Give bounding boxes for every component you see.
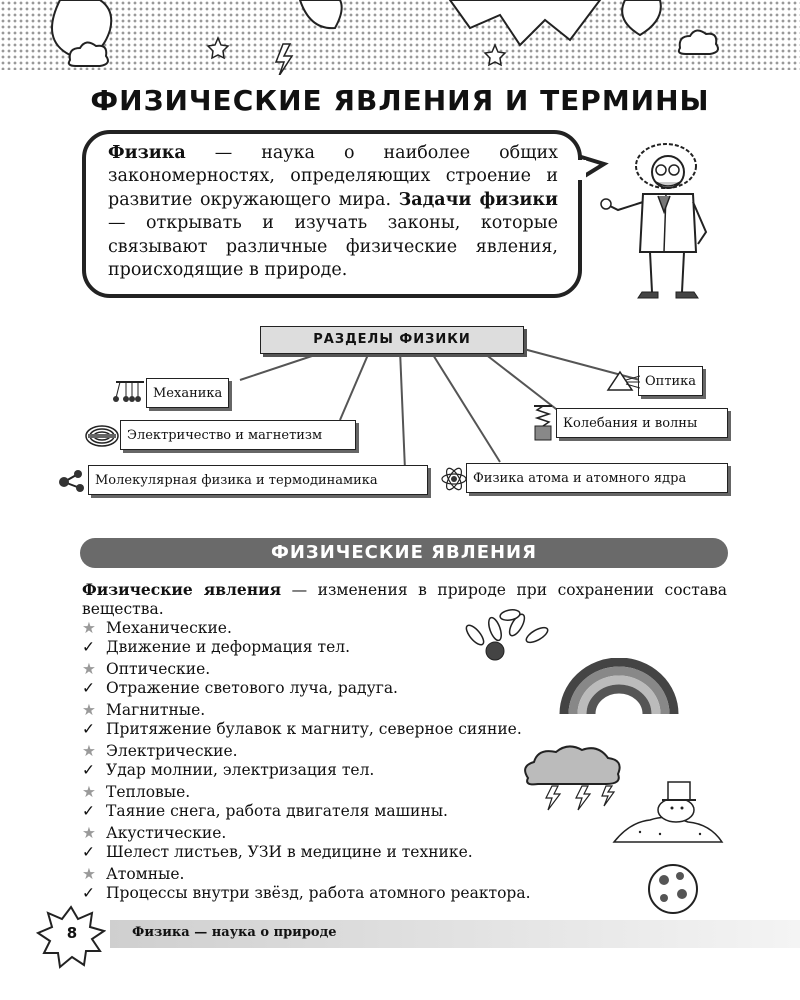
phenomena-header: ФИЗИЧЕСКИЕ ЯВЛЕНИЯ — [80, 538, 728, 568]
group-examples: Шелест листьев, УЗИ в медицине и технике. — [106, 843, 473, 861]
group-examples: Таяние снега, работа двигателя машины. — [106, 802, 448, 820]
star-icon: ★ — [82, 701, 96, 719]
lightning-icon — [276, 44, 292, 75]
section-mechanics: Механика — [146, 378, 229, 408]
phenomena-definition — [82, 580, 727, 619]
star-icon: ★ — [82, 783, 96, 801]
intro-def-physics: — наука о наиболее общих закономерностях, определяющих строение и развитие окружающего мира. — [108, 143, 558, 210]
header-doodles — [0, 0, 800, 75]
heart-icon — [622, 0, 661, 35]
list-item — [82, 864, 184, 884]
list-item — [82, 782, 190, 802]
star-icon: ★ — [82, 824, 96, 842]
list-item — [82, 678, 398, 698]
section-molecular: Молекулярная физика и термодинамика — [88, 465, 428, 495]
star-doodle-icon — [485, 45, 505, 65]
list-item — [82, 823, 226, 843]
list-item — [82, 637, 350, 657]
group-type: Оптические. — [106, 660, 211, 678]
intro-text — [108, 142, 558, 282]
group-type: Тепловые. — [106, 783, 191, 801]
star-doodle-icon — [208, 38, 228, 58]
intro-def-tasks: — открывать и изучать законы, которые связывают различные физические явления, происходящие в природе. — [108, 213, 558, 281]
group-examples: Отражение светового луча, радуга. — [106, 679, 398, 697]
list-item — [82, 801, 448, 821]
group-type: Механические. — [106, 619, 232, 637]
group-examples: Движение и деформация тел. — [106, 638, 351, 656]
prism-icon — [606, 370, 640, 392]
star-icon: ★ — [82, 865, 96, 883]
list-item — [82, 741, 238, 761]
newton-cradle-icon — [112, 380, 148, 404]
page-title: ФИЗИЧЕСКИЕ ЯВЛЕНИЯ И ТЕРМИНЫ — [90, 84, 710, 117]
section-optics: Оптика — [638, 366, 703, 396]
professor-illustration — [598, 132, 718, 304]
check-icon: ✓ — [82, 720, 95, 738]
star-icon: ★ — [82, 660, 96, 678]
bowling-icon — [455, 605, 555, 665]
group-type: Акустические. — [106, 824, 227, 842]
burst-icon — [450, 0, 600, 45]
list-item — [82, 659, 210, 679]
check-icon: ✓ — [82, 802, 95, 820]
cloud-icon — [679, 30, 718, 54]
section-oscillations: Колебания и волны — [556, 408, 728, 438]
section-electricity: Электричество и магнетизм — [120, 420, 356, 450]
check-icon: ✓ — [82, 638, 95, 656]
check-icon: ✓ — [82, 843, 95, 861]
spring-icon — [532, 404, 554, 444]
intro-term-physics: Физика — [108, 143, 186, 163]
sections-title: РАЗДЕЛЫ ФИЗИКИ — [260, 326, 524, 354]
intro-term-tasks: Задачи физики — [398, 189, 558, 210]
phenomena-term: Физические явления — [82, 580, 282, 599]
list-item — [82, 700, 205, 720]
list-item — [82, 883, 531, 903]
star-icon: ★ — [82, 619, 96, 637]
check-icon: ✓ — [82, 761, 95, 779]
phenomena-definition-text: — изменения в природе при сохранении состава вещества. — [82, 581, 727, 618]
check-icon: ✓ — [82, 679, 95, 697]
group-type: Магнитные. — [106, 701, 206, 719]
star-ball-icon — [646, 862, 700, 916]
list-item — [82, 719, 522, 739]
rainbow-icon — [558, 658, 680, 714]
group-examples: Процессы внутри звёзд, работа атомного реактора. — [106, 884, 531, 902]
blob-icon — [300, 0, 342, 28]
list-item — [82, 842, 473, 862]
footer-text: Физика — наука о природе — [132, 925, 337, 940]
group-type: Электрические. — [106, 742, 238, 760]
group-examples: Притяжение булавок к магниту, северное сияние. — [106, 720, 522, 738]
group-examples: Удар молнии, электризация тел. — [106, 761, 375, 779]
atom-icon — [440, 466, 468, 492]
section-atomic: Физика атома и атомного ядра — [466, 463, 728, 493]
list-item — [82, 618, 232, 638]
page-number: 8 — [66, 924, 78, 942]
star-icon: ★ — [82, 742, 96, 760]
group-type: Атомные. — [106, 865, 185, 883]
snowman-icon — [610, 778, 726, 844]
check-icon: ✓ — [82, 884, 95, 902]
molecule-icon — [56, 466, 90, 494]
coil-icon — [84, 422, 120, 450]
list-item — [82, 760, 374, 780]
